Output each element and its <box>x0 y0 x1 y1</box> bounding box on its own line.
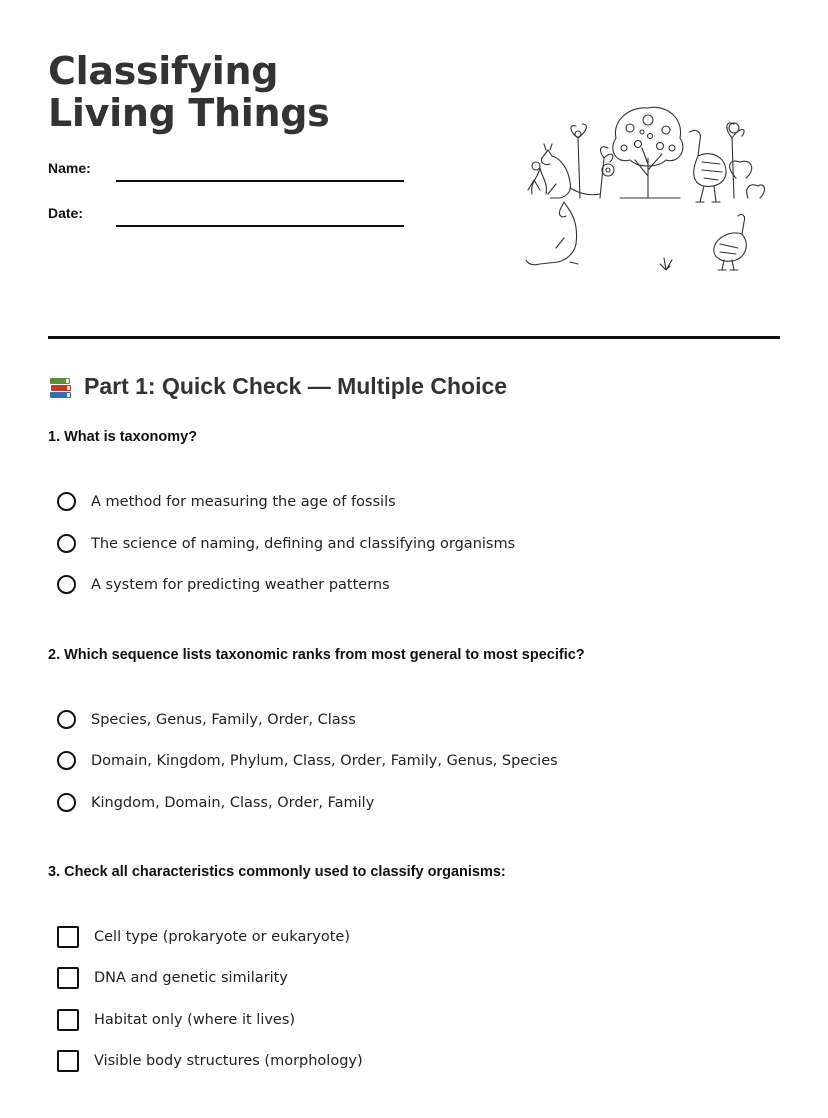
books-icon <box>48 374 74 400</box>
q2-option-b[interactable] <box>57 751 558 770</box>
option-label: The science of naming, defining and classifying organisms <box>91 535 516 552</box>
tree-drawing <box>613 107 683 198</box>
animals-and-plants-illustration <box>520 98 770 276</box>
date-field[interactable] <box>116 225 404 227</box>
q3-option-c[interactable] <box>57 1009 295 1031</box>
option-label: Domain, Kingdom, Phylum, Class, Order, Family, Genus, Species <box>91 752 558 769</box>
checkbox[interactable] <box>57 1050 79 1072</box>
radio-button[interactable] <box>57 751 76 770</box>
q3-option-b[interactable] <box>57 967 288 989</box>
right-plants-drawing <box>727 123 765 198</box>
q1-option-c[interactable] <box>57 575 390 594</box>
bird-bottom-drawing <box>714 214 746 270</box>
question-1-prompt: 1. What is taxonomy? <box>48 429 198 445</box>
q1-option-b[interactable] <box>57 534 515 553</box>
checkbox[interactable] <box>57 1009 79 1031</box>
option-label: Habitat only (where it lives) <box>94 1012 296 1028</box>
checkbox[interactable] <box>57 926 79 948</box>
checkbox[interactable] <box>57 967 79 989</box>
part1-heading <box>48 373 507 400</box>
part1-title: Part 1: Quick Check — Multiple Choice <box>84 373 508 399</box>
section-divider <box>48 336 780 339</box>
question-2-prompt: 2. Which sequence lists taxonomic ranks from most general to most specific? <box>48 647 585 663</box>
q2-option-c[interactable] <box>57 793 374 812</box>
worksheet-title: Classifying Living Things <box>48 49 330 135</box>
kangaroo-top-drawing <box>541 144 600 198</box>
option-label: A method for measuring the age of fossils <box>91 493 396 510</box>
q3-option-d[interactable] <box>57 1050 363 1072</box>
q2-option-a[interactable] <box>57 710 356 729</box>
radio-button[interactable] <box>57 793 76 812</box>
date-label: Date: <box>48 205 84 221</box>
option-label: Species, Genus, Family, Order, Class <box>91 711 356 728</box>
option-label: DNA and genetic similarity <box>94 970 288 986</box>
name-label: Name: <box>48 160 91 176</box>
q3-option-a[interactable] <box>57 926 350 948</box>
option-label: Kingdom, Domain, Class, Order, Family <box>91 794 375 811</box>
name-field[interactable] <box>116 180 404 182</box>
radio-button[interactable] <box>57 575 76 594</box>
option-label: A system for predicting weather patterns <box>91 576 390 593</box>
radio-button[interactable] <box>57 492 76 511</box>
q1-option-a[interactable] <box>57 492 396 511</box>
kangaroo-bottom-drawing <box>526 202 578 265</box>
option-label: Visible body structures (morphology) <box>94 1053 363 1069</box>
radio-button[interactable] <box>57 534 76 553</box>
emu-drawing <box>690 130 726 202</box>
option-label: Cell type (prokaryote or eukaryote) <box>94 929 351 945</box>
question-3-prompt: 3. Check all characteristics commonly used to classify organisms: <box>48 864 506 880</box>
small-plant-drawing <box>660 258 672 270</box>
radio-button[interactable] <box>57 710 76 729</box>
